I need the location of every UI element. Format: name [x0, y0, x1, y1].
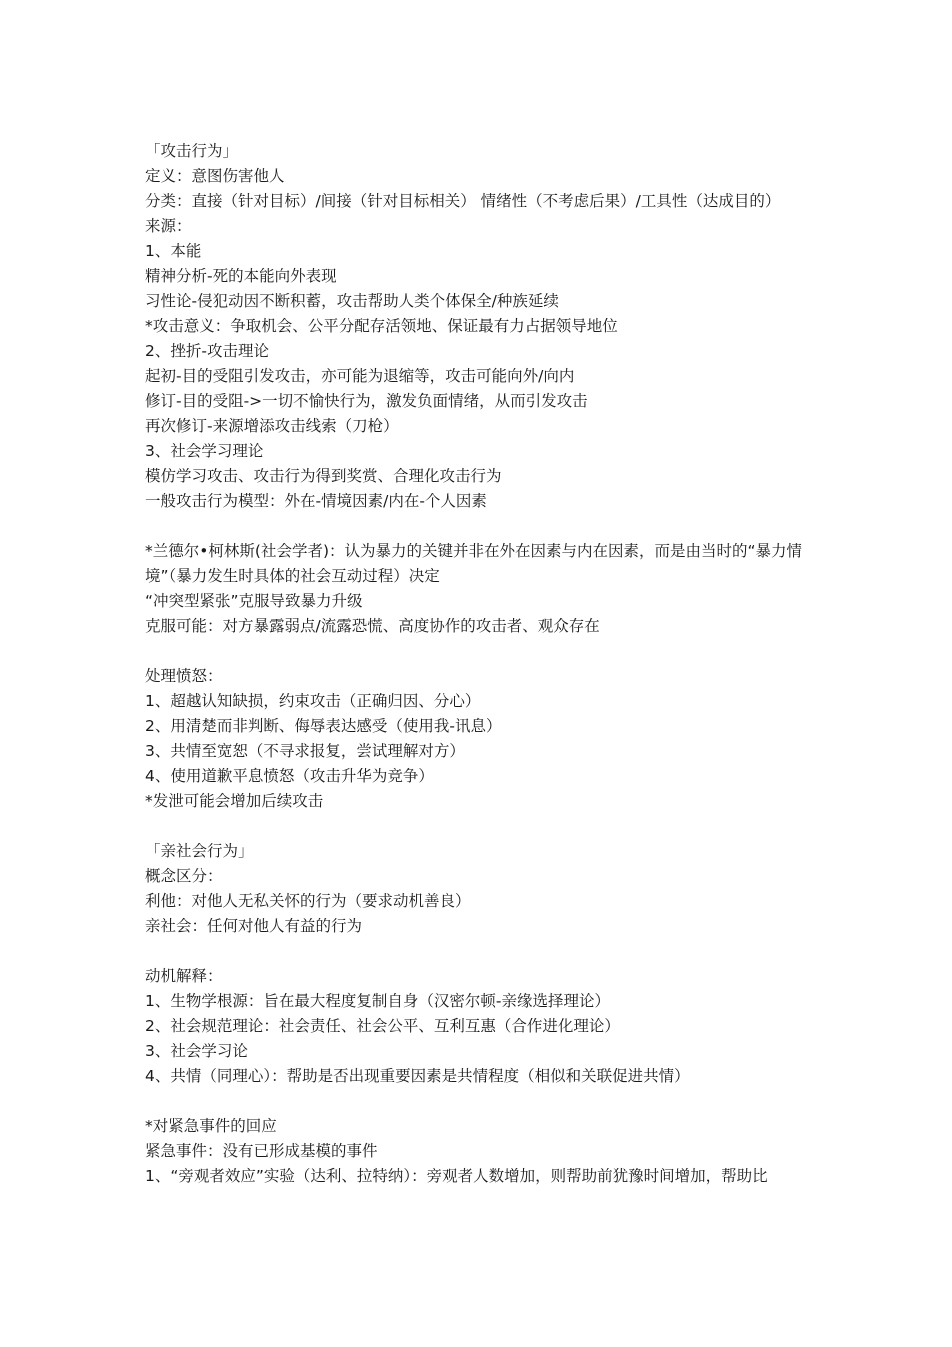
- text-line: 分类：直接（针对目标）/间接（针对目标相关） 情绪性（不考虑后果）/工具性（达成目的）: [145, 192, 781, 210]
- text-line: 2、挫折-攻击理论: [145, 342, 269, 360]
- text-line: 1、超越认知缺损，约束攻击（正确归因、分心）: [145, 692, 481, 710]
- text-line: 模仿学习攻击、攻击行为得到奖赏、合理化攻击行为: [145, 467, 502, 485]
- blank-line: [145, 939, 815, 964]
- text-line: 2、社会规范理论：社会责任、社会公平、互利互惠（合作进化理论）: [145, 1017, 620, 1035]
- text-line: “冲突型紧张”克服导致暴力升级: [145, 592, 363, 610]
- text-line: 3、社会学习理论: [145, 442, 264, 460]
- text-line: 精神分析-死的本能向外表现: [145, 267, 337, 285]
- text-line: *对紧急事件的回应: [145, 1117, 277, 1135]
- text-line: 紧急事件：没有已形成基模的事件: [145, 1142, 378, 1160]
- text-line: *兰德尔•柯林斯(社会学者)：认为暴力的关键并非在外在因素与内在因素，而是由当时的“暴力情境”（暴力发生时具体的社会互动过程）决定: [145, 542, 803, 585]
- text-line: 亲社会：任何对他人有益的行为: [145, 917, 363, 935]
- blank-line: [145, 814, 815, 839]
- blank-line: [145, 1089, 815, 1114]
- text-line: 概念区分：: [145, 867, 223, 885]
- blank-line: [145, 639, 815, 664]
- text-line: 处理愤怒：: [145, 667, 223, 685]
- text-line: 起初-目的受阻引发攻击，亦可能为退缩等，攻击可能向外/向内: [145, 367, 575, 385]
- text-line: 修订-目的受阻->一切不愉快行为，激发负面情绪，从而引发攻击: [145, 392, 588, 410]
- text-line: 3、共情至宽恕（不寻求报复，尝试理解对方）: [145, 742, 465, 760]
- text-line: 2、用清楚而非判断、侮辱表达感受（使用我-讯息）: [145, 717, 502, 735]
- text-line: 4、共情（同理心）：帮助是否出现重要因素是共情程度（相似和关联促进共情）: [145, 1067, 690, 1085]
- text-line: 4、使用道歉平息愤怒（攻击升华为竞争）: [145, 767, 434, 785]
- section-heading-prosocial: 「亲社会行为」: [145, 842, 254, 860]
- text-line: 3、社会学习论: [145, 1042, 248, 1060]
- text-line: 克服可能：对方暴露弱点/流露恐慌、高度协作的攻击者、观众存在: [145, 617, 600, 635]
- text-line: *攻击意义：争取机会、公平分配存活领地、保证最有力占据领导地位: [145, 317, 618, 335]
- text-line: 再次修订-来源增添攻击线索（刀枪）: [145, 417, 399, 435]
- text-line: 来源：: [145, 217, 192, 235]
- text-line: 习性论-侵犯动因不断积蓄，攻击帮助人类个体保全/种族延续: [145, 292, 559, 310]
- text-line: 定义：意图伤害他人: [145, 167, 285, 185]
- text-line: 动机解释：: [145, 967, 223, 985]
- text-line: *发泄可能会增加后续攻击: [145, 792, 324, 810]
- text-line: 1、生物学根源：旨在最大程度复制自身（汉密尔顿-亲缘选择理论）: [145, 992, 610, 1010]
- text-line: 一般攻击行为模型：外在-情境因素/内在-个人因素: [145, 492, 487, 510]
- blank-line: [145, 514, 815, 539]
- text-line: 1、“旁观者效应”实验（达利、拉特纳）：旁观者人数增加，则帮助前犹豫时间增加，帮助比: [145, 1167, 768, 1185]
- text-line: 利他：对他人无私关怀的行为（要求动机善良）: [145, 892, 471, 910]
- document-body: [145, 139, 815, 1189]
- section-heading-aggression: 「攻击行为」: [145, 142, 239, 160]
- text-line: 1、本能: [145, 242, 202, 260]
